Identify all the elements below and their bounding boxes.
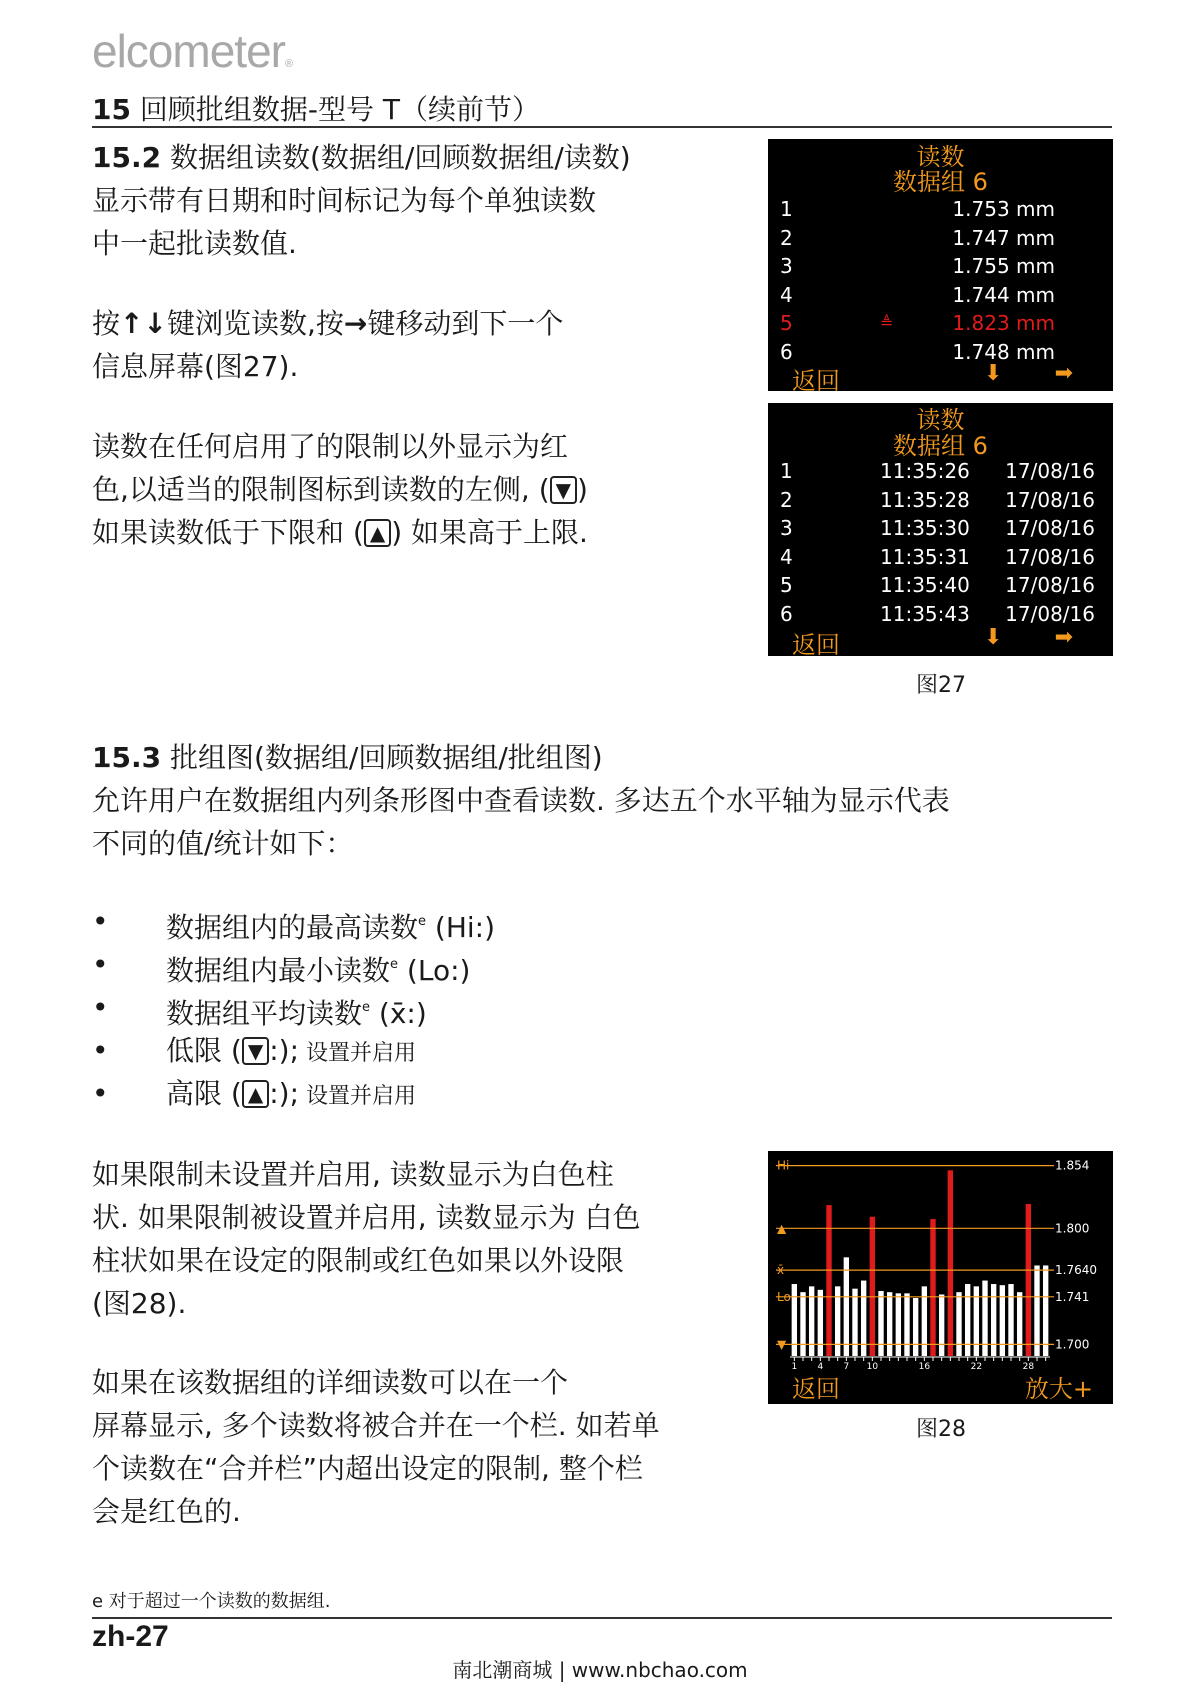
chart-line-value: 1.854 <box>1055 1158 1090 1173</box>
reading-index: 4 <box>780 544 793 569</box>
reading-index: 3 <box>780 516 793 540</box>
limit-explanation: 读数在任何启用了的限制以外显示为红 色,以适当的限制图标到读数的左侧, ( ▼ ) 如果读数低于下限和 ( ▲ ) 如果高于上限. <box>92 430 588 549</box>
reading-date: 17/08/16 <box>1005 601 1095 626</box>
reading-date: 17/08/16 <box>1005 487 1095 512</box>
down-arrow-icon[interactable]: ⬇ <box>984 361 1003 386</box>
back-softkey[interactable]: 返回 <box>792 631 840 659</box>
chart-line-label: x̄ <box>777 1263 785 1278</box>
section-line: 显示带有日期和时间标记为每个单独读数 <box>92 184 597 217</box>
section-number: 15.2 <box>92 141 162 174</box>
reading-date: 17/08/16 <box>1005 544 1095 569</box>
chart-bar <box>991 1284 996 1356</box>
screen-subtitle: 数据组 6 <box>893 432 988 460</box>
back-softkey[interactable]: 返回 <box>792 367 840 395</box>
reading-value: 1.753 mm <box>952 197 1055 221</box>
reading-time: 11:35:30 <box>880 516 970 540</box>
right-arrow-icon[interactable]: ➡ <box>1054 625 1073 650</box>
chapter-heading <box>92 88 540 128</box>
reading-index: 5 <box>780 311 793 335</box>
batch-bar-chart <box>768 1151 1113 1404</box>
section-15-2-text <box>92 136 631 265</box>
reading-index: 3 <box>780 254 793 278</box>
chart-bar <box>1017 1292 1022 1356</box>
chart-bar <box>1034 1265 1039 1356</box>
section-line: 中一起批读数值. <box>92 227 297 260</box>
navigation-instructions: 按↑↓键浏览读数,按→键移动到下一个 信息屏幕(图27). <box>92 307 564 383</box>
screen-footer <box>768 625 1113 659</box>
reading-index: 6 <box>780 601 793 626</box>
chart-bar <box>930 1219 935 1356</box>
site-watermark: 南北潮商城 | www.nbchao.com <box>452 1658 748 1682</box>
low-limit-icon: ▼ <box>242 1037 269 1065</box>
reading-time: 11:35:28 <box>880 487 970 512</box>
screen-title: 读数 <box>916 143 965 171</box>
readings-screen <box>768 139 1113 395</box>
right-arrow-icon[interactable]: ➡ <box>1054 361 1073 386</box>
chart-line-value: 1.800 <box>1055 1221 1090 1236</box>
chart-bar <box>852 1289 857 1356</box>
chart-bar <box>913 1298 918 1356</box>
chart-bar <box>904 1293 909 1356</box>
reading-value: 1.748 mm <box>952 339 1055 364</box>
zoom-softkey[interactable]: 放大+ <box>1024 1375 1093 1403</box>
reading-date: 17/08/16 <box>1005 573 1095 597</box>
reading-index: 5 <box>780 573 793 597</box>
reading-index: 2 <box>780 487 793 512</box>
reading-index: 6 <box>780 339 793 364</box>
chart-x-tick-label: 28 <box>1022 1362 1035 1372</box>
back-softkey[interactable]: 返回 <box>792 1375 840 1403</box>
reading-index: 1 <box>780 197 793 221</box>
high-limit-icon: ▲ <box>242 1080 269 1108</box>
chart-bar <box>965 1284 970 1356</box>
section-15-3-text: 15.3 批组图(数据组/回顾数据组/批组图) 允许用户在数据组内列条形图中查看读数. 多达五个水平轴为显示代表 不同的值/统计如下： <box>92 741 950 860</box>
chart-bar <box>844 1257 849 1356</box>
chart-bar <box>948 1170 953 1356</box>
chart-x-tick-label: 1 <box>791 1362 798 1372</box>
reading-time: 11:35:31 <box>880 544 970 569</box>
chart-bar <box>792 1284 797 1356</box>
chart-line-value: 1.7640 <box>1055 1263 1097 1278</box>
reading-time: 11:35:40 <box>880 573 970 597</box>
batch-graph-screen <box>768 1151 1113 1404</box>
chapter-number: 15 <box>92 93 131 126</box>
page-number: zh-27 <box>92 1620 169 1653</box>
up-down-arrow-icon: ↑↓ <box>120 307 167 340</box>
reading-index: 1 <box>780 459 793 483</box>
section-title: 批组图(数据组/回顾数据组/批组图) <box>170 741 603 774</box>
footnote: e 对于超过一个读数的数据组. <box>92 1591 331 1612</box>
chart-line-label: Hi <box>777 1158 790 1173</box>
chart-bar <box>1008 1284 1013 1356</box>
reading-index: 4 <box>780 282 793 307</box>
section-number: 15.3 <box>92 741 162 774</box>
chart-x-tick-label: 16 <box>918 1362 931 1372</box>
chart-bar <box>818 1290 823 1356</box>
chart-bar <box>939 1294 944 1356</box>
chart-x-tick-label: 7 <box>843 1362 850 1372</box>
chart-bar <box>896 1293 901 1356</box>
chart-bar <box>1043 1265 1048 1356</box>
screen-title: 读数 <box>916 406 965 434</box>
chart-explanation-1: 如果限制未设置并启用, 读数显示为白色柱 状. 如果限制被设置并启用, 读数显示为 白色 柱状如果在设定的限制或红色如果以外设限 (图28). <box>92 1158 641 1320</box>
chart-line-label: ▲ <box>777 1221 787 1236</box>
low-limit-icon: ▼ <box>550 476 577 504</box>
screen-footer <box>768 361 1113 395</box>
chart-bar <box>878 1291 883 1356</box>
chart-bar <box>887 1292 892 1356</box>
reading-time: 11:35:26 <box>880 459 970 483</box>
reading-value: 1.744 mm <box>952 282 1055 307</box>
chart-explanation-2: 如果在该数据组的详细读数可以在一个 屏幕显示, 多个读数将被合并在一个栏. 如若单 个读数在“合并栏”内超出设定的限制, 整个栏 会是红色的. <box>92 1366 660 1528</box>
chart-x-tick-label: 4 <box>817 1362 824 1372</box>
screen-subtitle: 数据组 6 <box>893 168 988 196</box>
footer-divider <box>92 1617 1112 1619</box>
chart-bar <box>1000 1285 1005 1356</box>
reading-value: 1.747 mm <box>952 225 1055 250</box>
header-divider <box>92 126 1112 128</box>
chart-bar <box>870 1217 875 1356</box>
elcometer-logo: elcometer® <box>92 25 293 77</box>
chart-bar <box>800 1292 805 1356</box>
chapter-title: 回顾批组数据-型号 T（续前节） <box>139 93 540 126</box>
chart-line-label: ▼ <box>777 1337 787 1352</box>
figure-28-caption: 图28 <box>916 1417 966 1442</box>
right-arrow-icon: → <box>343 307 368 340</box>
section-title: 数据组读数(数据组/回顾数据组/读数) <box>170 141 631 174</box>
figure-27-caption: 图27 <box>916 673 966 698</box>
reading-value: 1.755 mm <box>952 254 1055 278</box>
high-limit-icon: ≜ <box>880 313 894 332</box>
down-arrow-icon[interactable]: ⬇ <box>984 625 1003 650</box>
chart-x-tick-label: 10 <box>866 1362 879 1372</box>
chart-line-value: 1.741 <box>1055 1289 1090 1304</box>
high-limit-icon: ▲ <box>364 519 391 547</box>
reading-value: 1.823 mm <box>952 311 1055 335</box>
timestamps-screen <box>768 403 1113 659</box>
reading-date: 17/08/16 <box>1005 516 1095 540</box>
chart-x-tick-label: 22 <box>970 1362 983 1372</box>
chart-line-label: Lo <box>777 1289 791 1304</box>
chart-line-value: 1.700 <box>1055 1337 1090 1352</box>
reading-date: 17/08/16 <box>1005 459 1095 483</box>
reading-time: 11:35:43 <box>880 601 970 626</box>
reading-index: 2 <box>780 225 793 250</box>
chart-bar <box>956 1292 961 1356</box>
chart-bar <box>1026 1204 1031 1356</box>
